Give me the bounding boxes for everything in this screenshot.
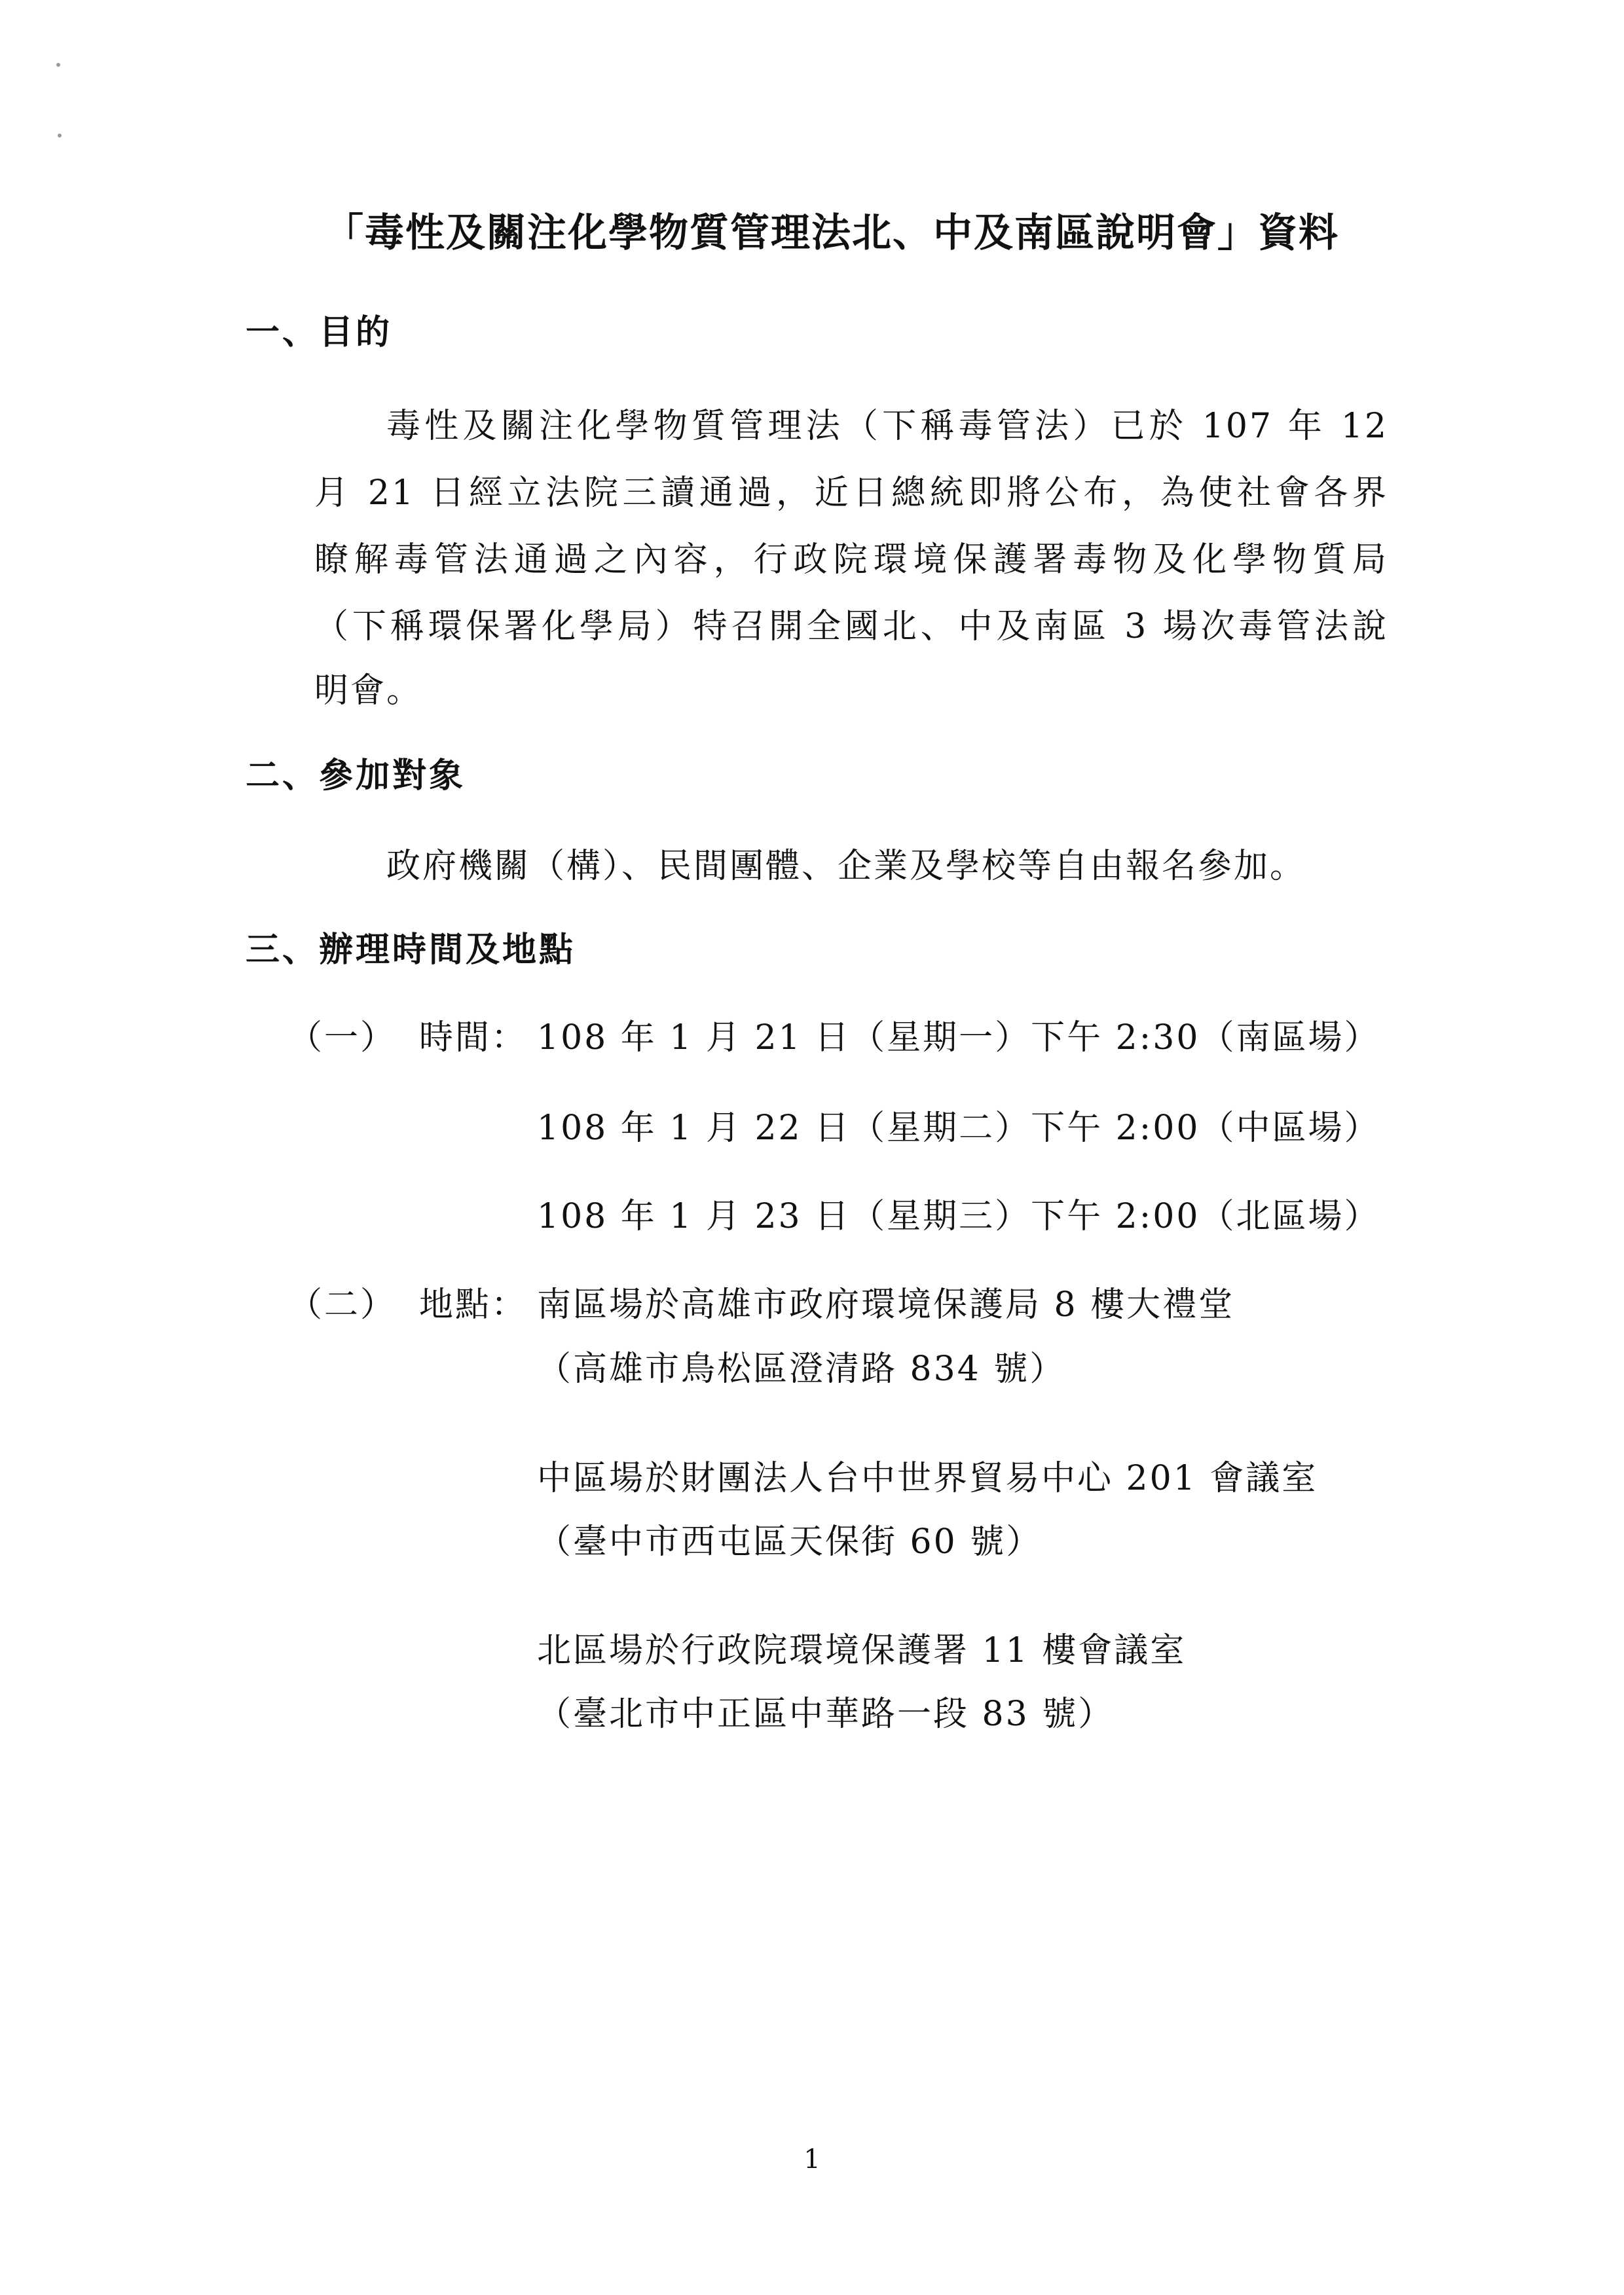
- venue-central-address: （臺中市西屯區天保街 60 號）: [537, 1522, 1043, 1562]
- item-key-time: 時間：: [419, 1018, 528, 1057]
- venue-south-address: （高雄市鳥松區澄清路 834 號）: [537, 1349, 1066, 1389]
- item-label-location: （二）: [288, 1285, 397, 1325]
- scan-speck: [58, 134, 62, 138]
- paragraph-line: 明會。: [314, 671, 423, 710]
- paragraph-line: （下稱環保署化學局）特召開全國北、中及南區 3 場次毒管法說: [314, 607, 1388, 646]
- item-label-time: （一）: [288, 1018, 397, 1057]
- session-time-central: 108 年 1 月 22 日（星期二）下午 2:00（中區場）: [537, 1109, 1380, 1148]
- session-time-south: 108 年 1 月 21 日（星期一）下午 2:30（南區場）: [537, 1018, 1380, 1057]
- item-key-location: 地點：: [419, 1285, 528, 1325]
- section-heading-participants: 二、參加對象: [246, 756, 466, 796]
- paragraph-line: 月 21 日經立法院三讀通過，近日總統即將公布，為使社會各界: [314, 473, 1388, 513]
- paragraph-line: 政府機關（構）、民間團體、企業及學校等自由報名參加。: [386, 847, 1306, 886]
- document-title: 「毒性及關注化學物質管理法北、中及南區說明會」資料: [324, 210, 1339, 256]
- scan-speck: [56, 63, 60, 67]
- venue-south: 南區場於高雄市政府環境保護局 8 樓大禮堂: [537, 1285, 1235, 1325]
- venue-north-address: （臺北市中正區中華路一段 83 號）: [537, 1695, 1115, 1734]
- section-heading-time-location: 三、辦理時間及地點: [246, 930, 576, 970]
- session-time-north: 108 年 1 月 23 日（星期三）下午 2:00（北區場）: [537, 1197, 1380, 1236]
- section-heading-purpose: 一、目的: [246, 312, 393, 352]
- venue-north: 北區場於行政院環境保護署 11 樓會議室: [537, 1631, 1187, 1670]
- venue-central: 中區場於財團法人台中世界貿易中心 201 會議室: [537, 1459, 1318, 1498]
- page-number: 1: [803, 2144, 821, 2175]
- paragraph-line: 瞭解毒管法通過之內容，行政院環境保護署毒物及化學物質局: [314, 540, 1388, 579]
- paragraph-line: 毒性及關注化學物質管理法（下稱毒管法）已於 107 年 12: [386, 407, 1388, 446]
